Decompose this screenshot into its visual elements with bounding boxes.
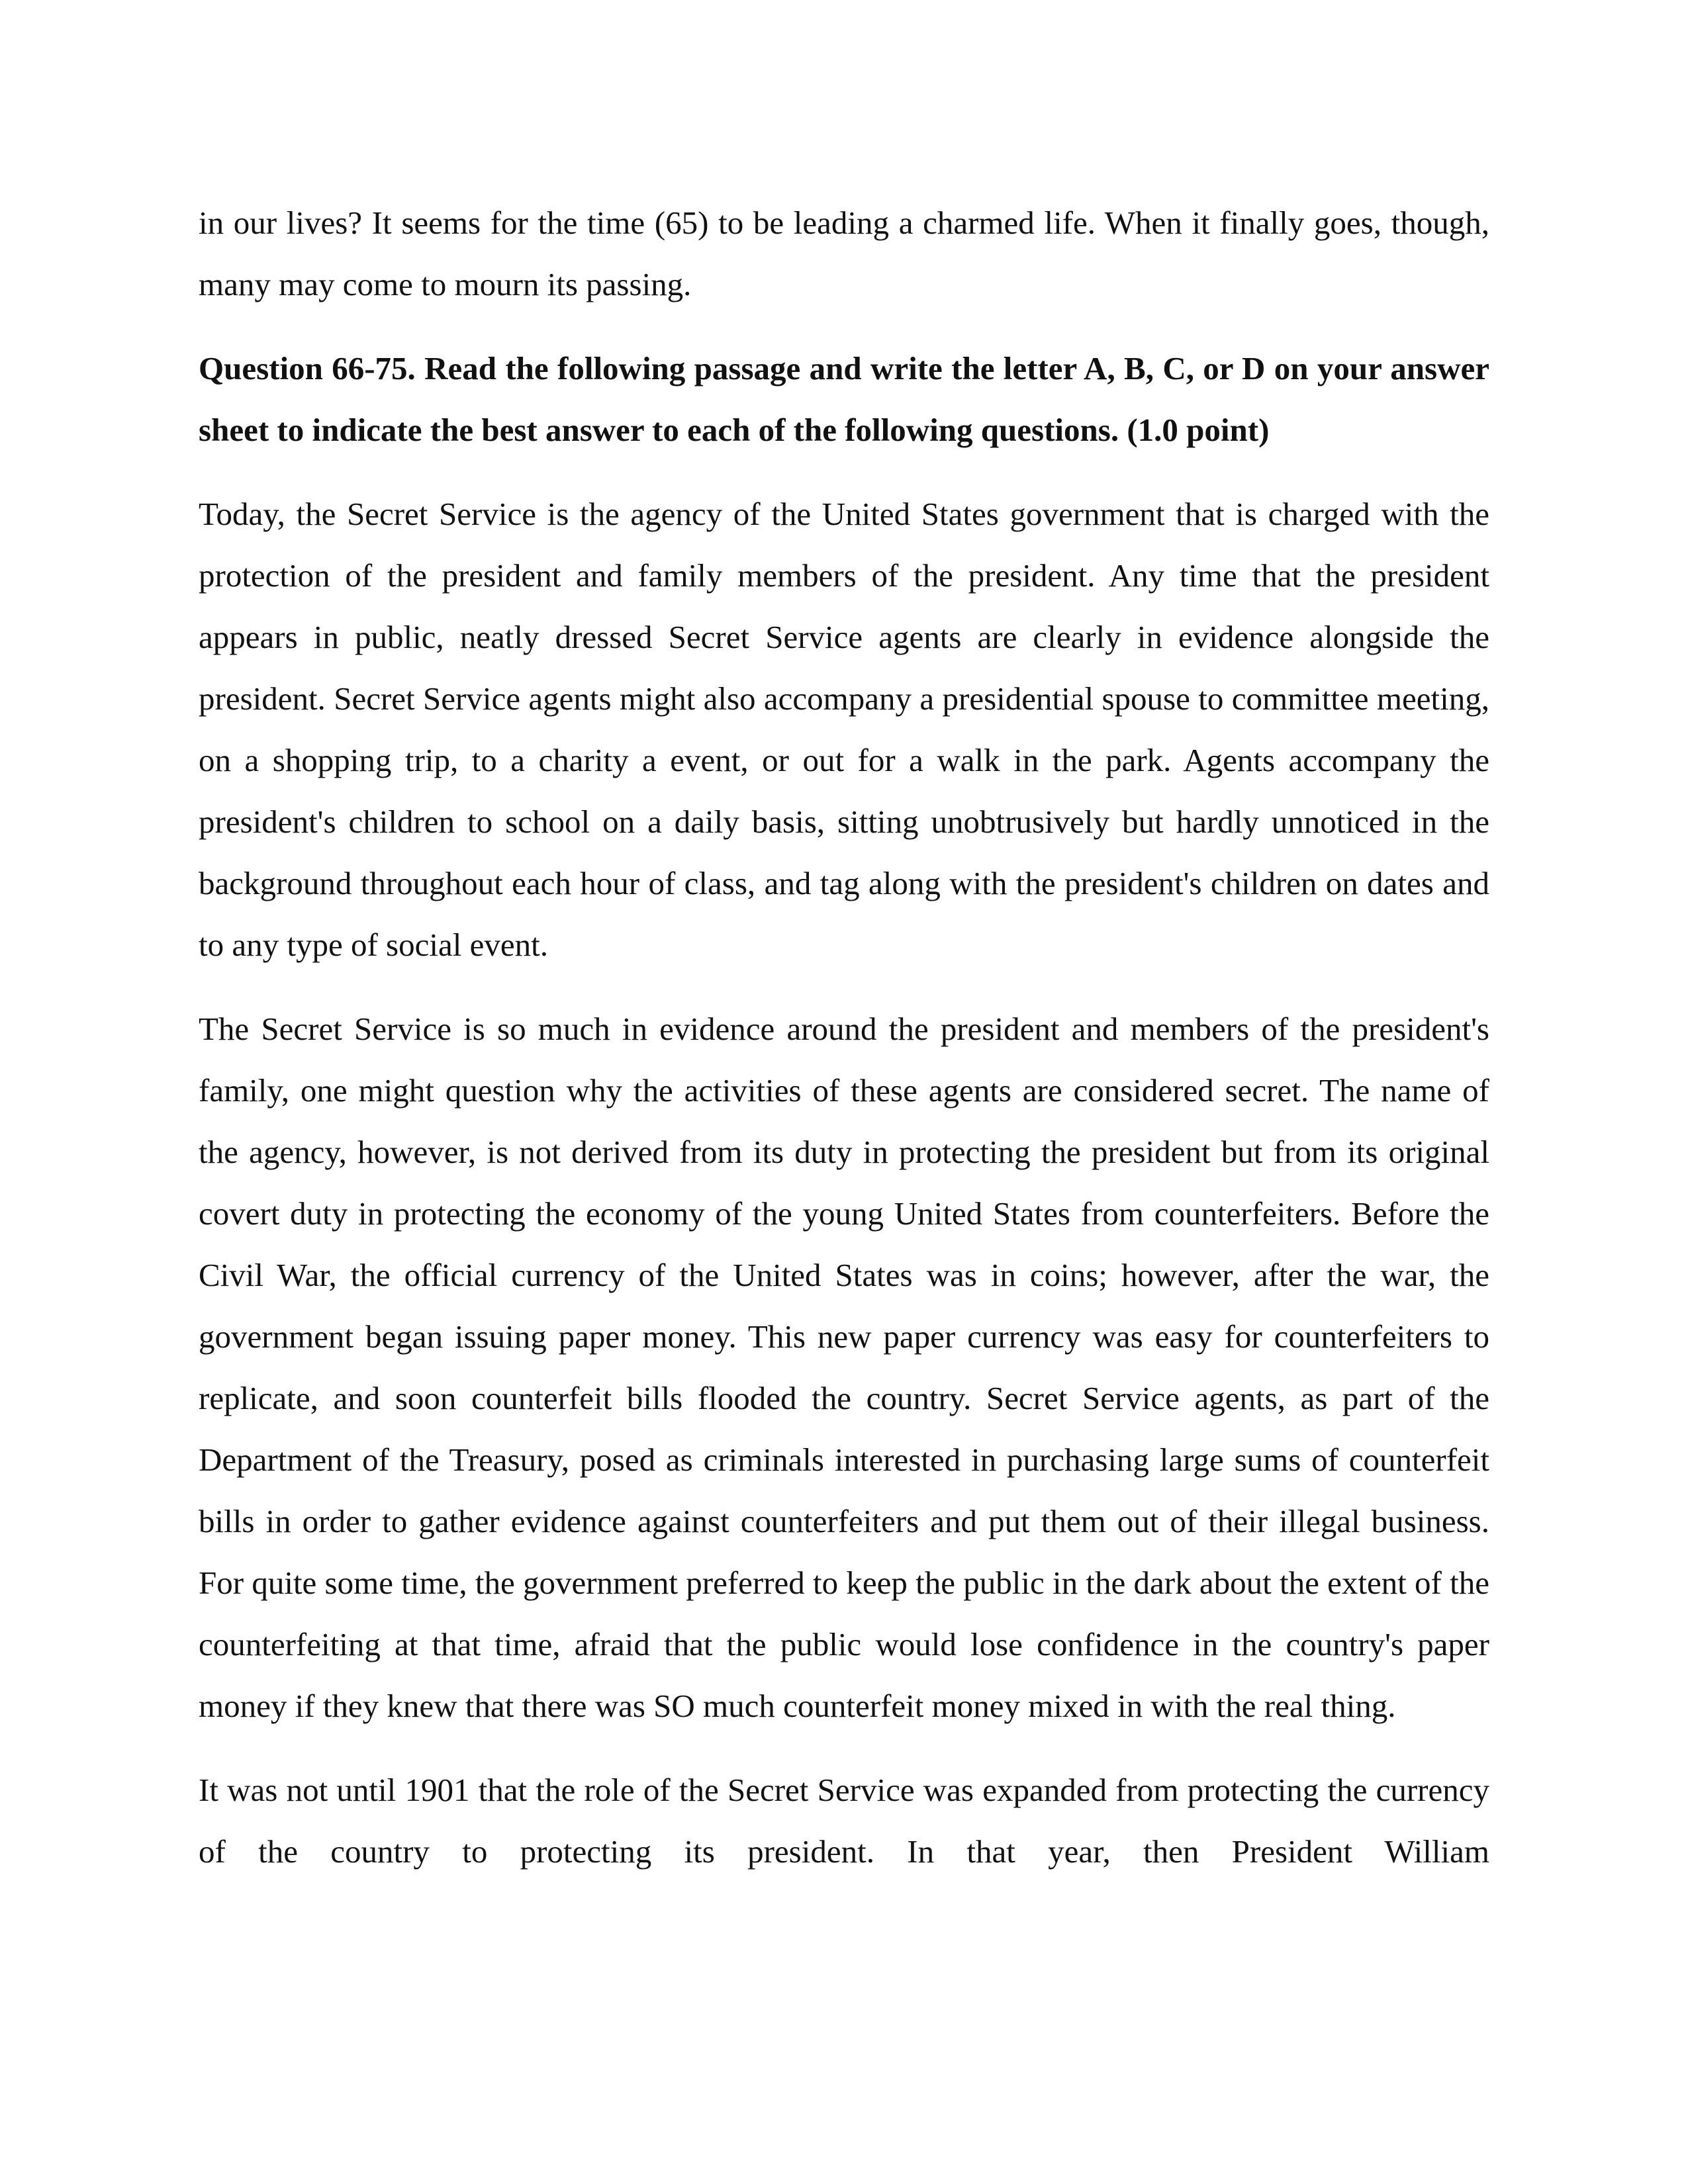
question-instructions-heading: Question 66-75. Read the following passage and write the letter A, B, C, or D on your answer sheet to indicate the best answer to each of the following questions. (1.0 point) [199, 350, 1489, 448]
passage-continuation: in our lives? It seems for the time (65) to be leading a charmed life. When it finally goes, though, many may come to mourn its passing. [199, 205, 1489, 302]
passage-paragraph-1: Today, the Secret Service is the agency of the United States government that is charged with the protection of the president and family members of the president. Any time that the president appears in public, neatly dressed Secret Service agents are clearly in evidence alongside the president. Secret Service agents might also accompany a presidential spouse to committee meeting, on a shopping trip, to a charity a event, or out for a walk in the park. Agents accompany the president's children to school on a daily basis, sitting unobtrusively but hardly unnoticed in the background throughout each hour of class, and tag along with the president's children on dates and to any type of social event. [199, 496, 1489, 963]
document-page [199, 192, 1489, 1905]
passage-paragraph-2: The Secret Service is so much in evidence around the president and members of the president's family, one might question why the activities of these agents are considered secret. The name of the agency, however, is not derived from its duty in protecting the president but from its original covert duty in protecting the economy of the young United States from counterfeiters. Before the Civil War, the official currency of the United States was in coins; however, after the war, the government began issuing paper money. This new paper currency was easy for counterfeiters to replicate, and soon counterfeit bills flooded the country. Secret Service agents, as part of the Department of the Treasury, posed as criminals interested in purchasing large sums of counterfeit bills in order to gather evidence against counterfeiters and put them out of their illegal business. For quite some time, the government preferred to keep the public in the dark about the extent of the counterfeiting at that time, afraid that the public would lose confidence in the country's paper money if they knew that there was SO much counterfeit money mixed in with the real thing. [199, 1011, 1489, 1724]
passage-paragraph-3: It was not until 1901 that the role of the Secret Service was expanded from protecting the currency of the country to protecting its president. In that year, then President William [199, 1772, 1489, 1870]
